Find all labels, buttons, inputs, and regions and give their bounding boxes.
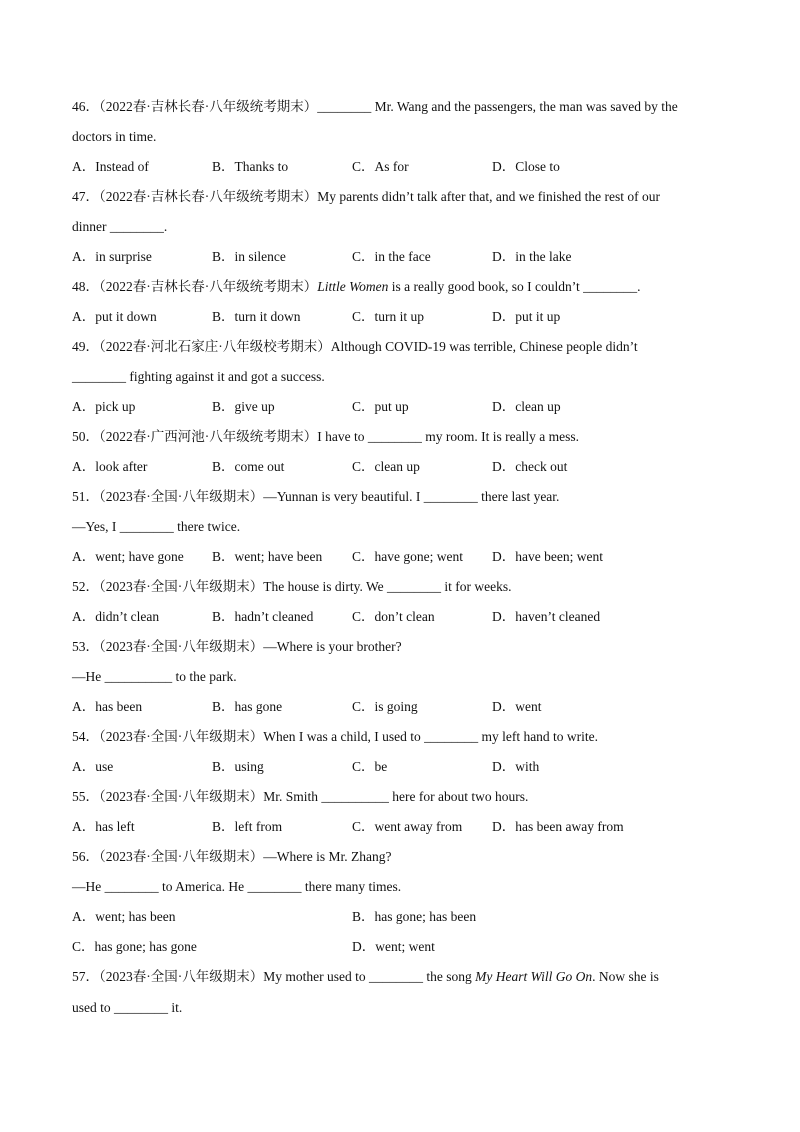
question-source: （2022春·吉林长春·八年级统考期末）	[99, 99, 318, 114]
question-text: My parents didn’t talk after that, and we finished the rest of our	[317, 189, 661, 204]
option-a: A．has left	[72, 819, 135, 834]
option-d: D．went	[492, 699, 542, 714]
question-text: Mr. Smith __________ here for about two hours.	[263, 789, 529, 804]
option-c: C．clean up	[352, 459, 420, 474]
option-b: B．give up	[212, 399, 275, 414]
option-b: B．turn it down	[212, 309, 301, 324]
option-c: C．turn it up	[352, 309, 425, 324]
option-c: C．in the face	[352, 249, 431, 264]
question-55	[72, 782, 732, 842]
options-row	[72, 302, 732, 332]
option-b: B．went; have been	[212, 549, 323, 564]
option-d: D．clean up	[492, 399, 561, 414]
question-text-cont: dinner ________.	[72, 219, 168, 234]
question-number: 50．	[72, 429, 99, 444]
option-c: C．is going	[352, 699, 418, 714]
option-a: A．put it down	[72, 309, 157, 324]
question-number: 51．	[72, 489, 99, 504]
option-d: D．put it up	[492, 309, 561, 324]
options-row	[72, 452, 732, 482]
option-a: A．went; has been	[72, 909, 176, 924]
question-text: When I was a child, I used to ________ my left hand to write.	[263, 729, 599, 744]
option-c: C．be	[352, 759, 388, 774]
option-d: D．check out	[492, 459, 568, 474]
question-source: （2023春·全国·八年级期末）	[99, 789, 264, 804]
question-number: 47．	[72, 189, 99, 204]
question-53	[72, 632, 732, 722]
question-text: Although COVID-19 was terrible, Chinese people didn’t	[330, 339, 638, 354]
option-d: D．in the lake	[492, 249, 572, 264]
question-text: —Where is Mr. Zhang?	[263, 849, 392, 864]
options-row	[72, 152, 732, 182]
question-text-cont: —Yes, I ________ there twice.	[72, 519, 241, 534]
question-source: （2022春·河北石家庄·八年级校考期末）	[99, 339, 331, 354]
option-b: B．Thanks to	[212, 159, 289, 174]
option-b: B．hadn’t cleaned	[212, 609, 314, 624]
book-title: Little Women	[317, 279, 389, 294]
options-row	[72, 752, 732, 782]
question-number: 53．	[72, 639, 99, 654]
question-source: （2023春·全国·八年级期末）	[99, 849, 264, 864]
option-a: A．look after	[72, 459, 148, 474]
options-row	[72, 902, 732, 932]
question-text: The house is dirty. We ________ it for weeks.	[263, 579, 512, 594]
question-57	[72, 962, 732, 1023]
question-text: . Now she is	[592, 969, 659, 984]
question-54	[72, 722, 732, 782]
song-title: My Heart Will Go On	[475, 969, 593, 984]
question-source: （2023春·全国·八年级期末）	[99, 489, 264, 504]
question-number: 49．	[72, 339, 99, 354]
option-c: C．have gone; went	[352, 549, 463, 564]
question-text-cont: doctors in time.	[72, 129, 157, 144]
document-page	[72, 92, 732, 1023]
option-a: A．Instead of	[72, 159, 149, 174]
options-row	[72, 392, 732, 422]
option-c: C．As for	[352, 159, 409, 174]
option-d: D．Close to	[492, 159, 560, 174]
options-row	[72, 602, 732, 632]
question-47	[72, 182, 732, 272]
question-text-cont: used to ________ it.	[72, 1000, 183, 1015]
option-b: B．in silence	[212, 249, 286, 264]
question-source: （2022春·广西河池·八年级统考期末）	[99, 429, 318, 444]
option-a: A．didn’t clean	[72, 609, 160, 624]
question-text-cont: —He ________ to America. He ________ there many times.	[72, 879, 402, 894]
question-source: （2023春·全国·八年级期末）	[99, 639, 264, 654]
question-number: 46．	[72, 99, 99, 114]
question-56	[72, 842, 732, 962]
question-source: （2023春·全国·八年级期末）	[99, 579, 264, 594]
question-source: （2023春·全国·八年级期末）	[99, 969, 264, 984]
question-52	[72, 572, 732, 632]
question-number: 54．	[72, 729, 99, 744]
question-51	[72, 482, 732, 572]
option-d: D．with	[492, 759, 540, 774]
options-row	[72, 542, 732, 572]
options-row	[72, 812, 732, 842]
question-text-cont: ________ fighting against it and got a success.	[72, 369, 325, 384]
option-b: B．left from	[212, 819, 283, 834]
question-text: My mother used to ________ the song	[263, 969, 476, 984]
option-b: B．has gone; has been	[352, 909, 477, 924]
question-text: —Yunnan is very beautiful. I ________ there last year.	[263, 489, 560, 504]
options-row	[72, 692, 732, 722]
options-row	[72, 242, 732, 272]
question-number: 55．	[72, 789, 99, 804]
question-number: 57．	[72, 969, 99, 984]
option-c: C．has gone; has gone	[72, 939, 197, 954]
question-number: 48．	[72, 279, 99, 294]
option-c: C．don’t clean	[352, 609, 435, 624]
question-text-cont: —He __________ to the park.	[72, 669, 237, 684]
question-number: 56．	[72, 849, 99, 864]
option-a: A．has been	[72, 699, 143, 714]
question-text: —Where is your brother?	[263, 639, 402, 654]
option-b: B．come out	[212, 459, 285, 474]
option-d: D．went; went	[352, 939, 435, 954]
option-c: C．went away from	[352, 819, 463, 834]
option-b: B．using	[212, 759, 264, 774]
option-a: A．went; have gone	[72, 549, 184, 564]
question-text: is a really good book, so I couldn’t ________.	[388, 279, 641, 294]
question-text: ________ Mr. Wang and the passengers, the man was saved by the	[317, 99, 678, 114]
option-d: D．has been away from	[492, 819, 624, 834]
question-source: （2022春·吉林长春·八年级统考期末）	[99, 189, 318, 204]
question-source: （2023春·全国·八年级期末）	[99, 729, 264, 744]
option-a: A．pick up	[72, 399, 136, 414]
question-49	[72, 332, 732, 422]
option-a: A．use	[72, 759, 114, 774]
option-d: D．haven’t cleaned	[492, 609, 601, 624]
question-50	[72, 422, 732, 482]
question-46	[72, 92, 732, 182]
option-c: C．put up	[352, 399, 409, 414]
options-row	[72, 932, 732, 962]
option-b: B．has gone	[212, 699, 283, 714]
option-a: A．in surprise	[72, 249, 152, 264]
question-number: 52．	[72, 579, 99, 594]
question-48	[72, 272, 732, 332]
question-text: I have to ________ my room. It is really a mess.	[317, 429, 579, 444]
option-d: D．have been; went	[492, 549, 603, 564]
question-source: （2022春·吉林长春·八年级统考期末）	[99, 279, 318, 294]
